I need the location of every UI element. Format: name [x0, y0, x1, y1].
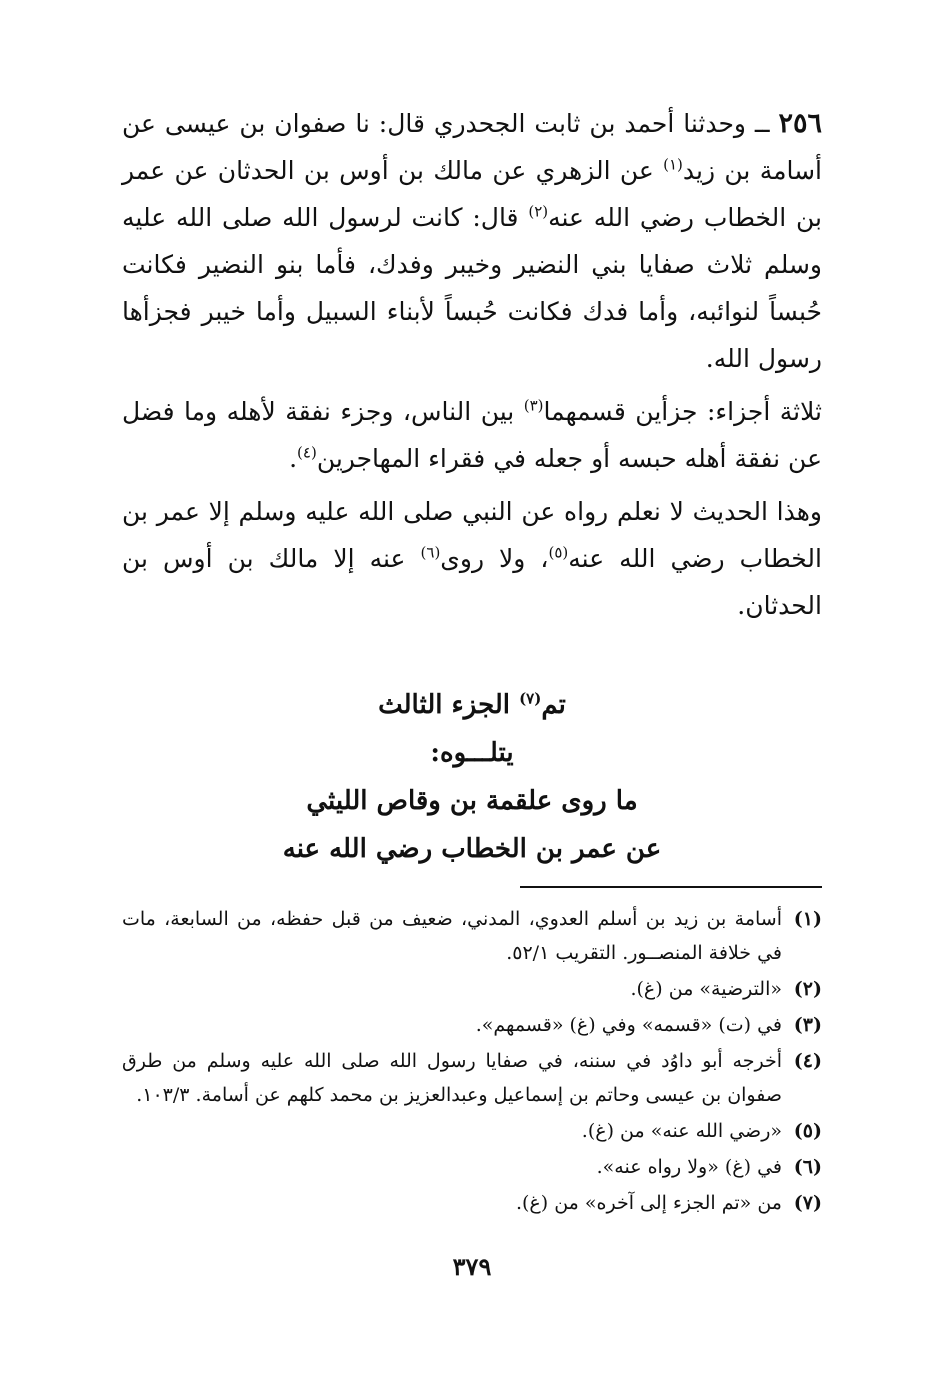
footnote-item — [122, 1150, 822, 1184]
para3-text-3: عنه إلا مالك بن أوس بن الحدثان. — [122, 544, 822, 620]
colophon — [122, 681, 822, 873]
footnote-number: (٢) — [793, 978, 822, 1000]
hadith-text-3: قال: كانت لرسول الله صلى الله عليه وسلم ثلاث صفايا بني النضير وخيبر وفدك، فأما بنو النضير فكانت حُبساً لنوائبه، وأما فدك فكانت حُبساً لأبناء السبيل وأما خيبر فجزأها رسول الله. — [122, 203, 822, 373]
footnote-item — [122, 1114, 822, 1148]
footnote-text: «الترضية» من (غ). — [630, 978, 782, 1000]
colophon-end-word: تم — [541, 690, 566, 720]
footnote-ref-2[interactable]: (٢) — [528, 202, 549, 221]
footnote-text: في (ت) «قسمه» وفي (غ) «قسمهم». — [475, 1014, 782, 1036]
footnote-ref-1[interactable]: (١) — [663, 155, 683, 174]
footnote-number: (٧) — [793, 1192, 822, 1214]
main-text — [122, 100, 822, 873]
footnote-number: (٤) — [793, 1050, 822, 1072]
colophon-part-title: الجزء الثالث — [378, 690, 520, 720]
hadith-paragraph — [122, 100, 822, 382]
footnote-text: في (غ) «ولا رواه عنه». — [596, 1156, 782, 1178]
footnote-item — [122, 972, 822, 1006]
footnote-ref-7[interactable]: (٧) — [519, 689, 542, 708]
footnote-number: (١) — [793, 908, 822, 930]
footnote-ref-3[interactable]: (٣) — [523, 396, 544, 415]
footnote-text: أسامة بن زيد بن أسلم العدوي، المدني، ضعيف من قبل حفظه، من السابعة، مات في خلافة المنصــور. التقريب ٥٢/١. — [122, 908, 782, 964]
third-paragraph — [122, 488, 822, 629]
hadith-text-2: عن الزهري عن مالك بن أوس بن الحدثان عن عمر بن الخطاب رضي الله عنه — [122, 156, 822, 232]
hadith-number: ٢٥٦ — [778, 108, 823, 139]
footnote-text: «رضي الله عنه» من (غ). — [581, 1120, 782, 1142]
footnote-ref-4[interactable]: (٤) — [297, 443, 317, 462]
para2-text-1: ثلاثة أجزاء: جزأين قسمهما — [543, 397, 822, 426]
footnote-item — [122, 902, 822, 970]
page-number: ٣٧٩ — [452, 1252, 492, 1281]
footnote-ref-6[interactable]: (٦) — [420, 543, 441, 562]
footnote-number: (٥) — [793, 1120, 822, 1142]
colophon-line-1 — [122, 681, 822, 729]
hadith-dash: ــ — [746, 109, 779, 138]
colophon-line-2: يتلـــوه: — [430, 738, 514, 768]
footnote-item — [122, 1008, 822, 1042]
colophon-line-4: عن عمر بن الخطاب رضي الله عنه — [282, 834, 662, 864]
footnote-text: من «تم الجزء إلى آخره» من (غ). — [515, 1192, 782, 1214]
footnotes — [122, 902, 822, 1222]
second-paragraph — [122, 388, 822, 482]
para2-text-3: . — [289, 444, 298, 473]
para2-text-2: بين الناس، وجزء نفقة لأهله وما فضل عن نفقة أهله حبسه أو جعله في فقراء المهاجرين — [122, 397, 822, 473]
footnote-divider — [520, 886, 822, 888]
footnote-text: أخرجه أبو داوُد في سننه، في صفايا رسول الله صلى الله عليه وسلم من طرق صفوان بن عيسى وحاتم بن إسماعيل وعبدالعزيز بن محمد كلهم عن أسامة. ١٠٣/٣. — [122, 1050, 782, 1106]
footnote-number: (٣) — [793, 1014, 822, 1036]
footnote-item — [122, 1186, 822, 1220]
footnote-item — [122, 1044, 822, 1112]
hadith-intro: وحدثنا أحمد بن ثابت الجحدري قال: نا صفوان بن عيسى عن أسامة بن زيد — [122, 109, 823, 185]
footnote-number: (٦) — [793, 1156, 822, 1178]
para3-text-1: وهذا الحديث لا نعلم رواه عن النبي صلى الله عليه وسلم إلا عمر بن الخطاب رضي الله عنه — [122, 497, 823, 573]
para3-text-2: ، ولا روى — [440, 544, 549, 573]
footnote-ref-5[interactable]: (٥) — [548, 543, 569, 562]
colophon-line-3: ما روى علقمة بن وقاص الليثي — [306, 786, 638, 816]
